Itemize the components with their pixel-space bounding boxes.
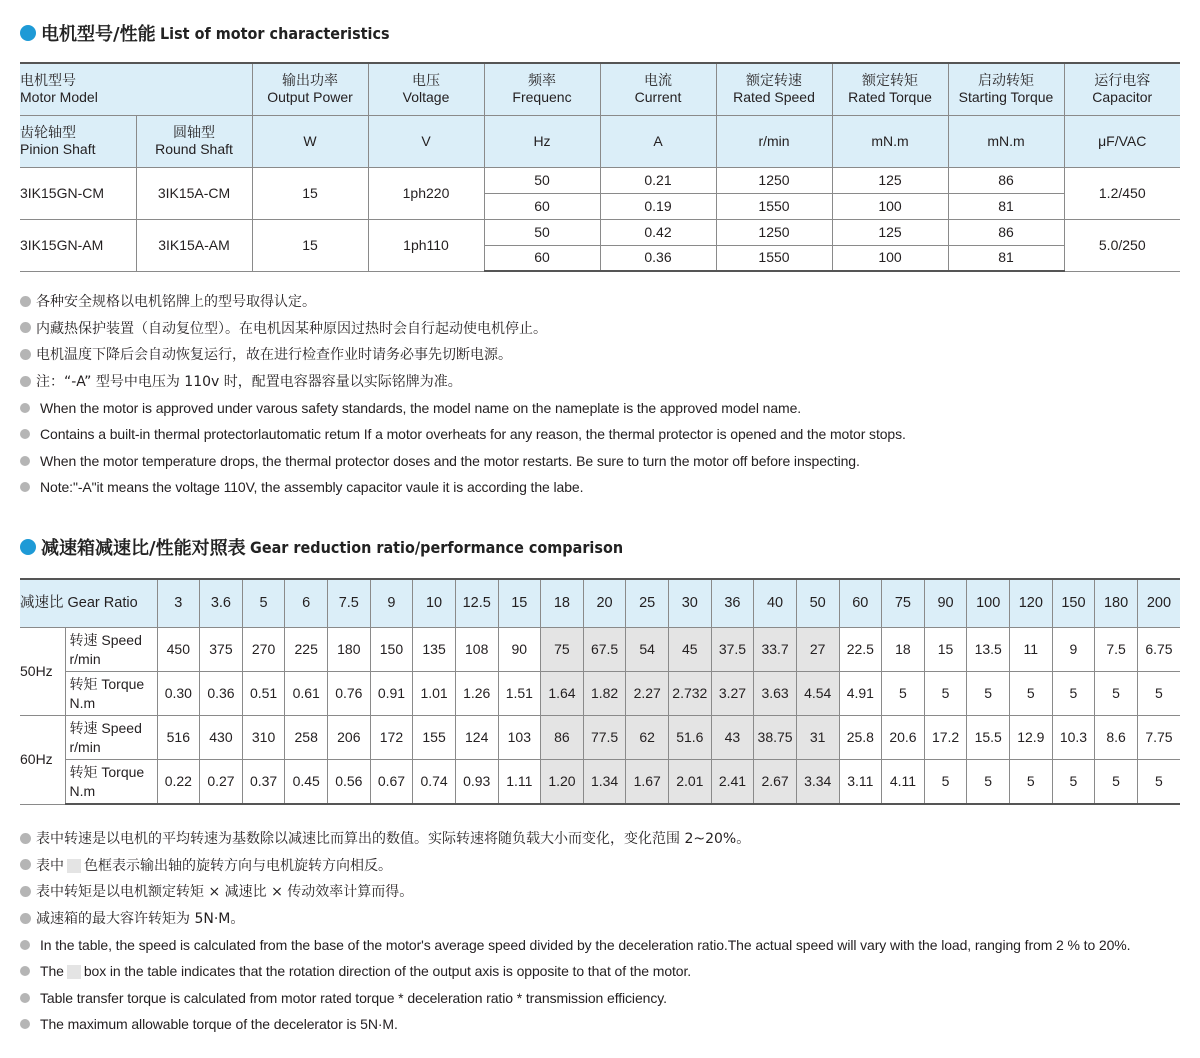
value-cell: 5 — [1010, 760, 1053, 805]
ratio-header-cell: 36 — [711, 579, 754, 628]
row-label-unit: r/min — [69, 650, 101, 667]
value-cell: 7.5 — [1095, 628, 1138, 672]
value-cell: 225 — [285, 628, 328, 672]
unit-speed: r/min — [716, 115, 832, 167]
note-text: When the motor is approved under varous safety standards, the model name on the nameplate is the approved model name. — [40, 399, 802, 416]
section-title-zh: 电机型号/性能 — [41, 24, 156, 45]
section-title-gear — [20, 534, 664, 560]
value-cell: 10.3 — [1052, 716, 1095, 760]
freq-value: 60 — [484, 193, 600, 219]
bullet-dot-icon — [20, 456, 30, 466]
note-item — [20, 852, 1130, 879]
section-title-en: List of motor characteristics — [159, 23, 390, 43]
ratio-header-cell: 3 — [157, 579, 200, 628]
speed-value: 1550 — [716, 193, 832, 219]
value-cell: 67.5 — [583, 628, 626, 672]
note-text-pre: 表中 — [36, 857, 64, 874]
note-text: 内藏热保护装置（自动复位型）。在电机因某种原因过热时会自行起动使电机停止。 — [36, 320, 547, 337]
row-label-unit: r/min — [69, 738, 101, 755]
bullet-dot-icon — [20, 859, 31, 870]
notes-list-motor — [20, 288, 906, 501]
value-cell: 13.5 — [967, 628, 1010, 672]
shaded-box-icon — [67, 965, 81, 979]
row-label-main: 转矩 Torque — [69, 676, 145, 693]
value-cell: 5 — [967, 672, 1010, 716]
note-text: The maximum allowable torque of the decelerator is 5N·M. — [40, 1016, 398, 1033]
ratio-header-cell: 25 — [626, 579, 669, 628]
row-label-main: 转速 Speed — [69, 720, 142, 737]
value-cell: 15.5 — [967, 716, 1010, 760]
value-cell: 86 — [541, 716, 584, 760]
value-cell: 375 — [200, 628, 243, 672]
row-label-main: 转速 Speed — [69, 632, 142, 649]
value-cell: 4.11 — [882, 760, 925, 805]
row-label-unit: N.m — [69, 782, 96, 799]
model-round: 3IK15A-AM — [136, 219, 252, 271]
value-cell: 8.6 — [1095, 716, 1138, 760]
value-cell: 37.5 — [711, 628, 754, 672]
value-cell: 0.37 — [242, 760, 285, 805]
value-cell: 258 — [285, 716, 328, 760]
ratio-header-cell: 10 — [413, 579, 456, 628]
value-cell: 2.732 — [669, 672, 712, 716]
value-cell: 103 — [498, 716, 541, 760]
value-cell: 43 — [711, 716, 754, 760]
freq-value: 50 — [484, 167, 600, 193]
value-cell: 45 — [669, 628, 712, 672]
unit-current: A — [600, 115, 716, 167]
freq-value: 60 — [484, 245, 600, 271]
speed-value: 1250 — [716, 167, 832, 193]
bullet-dot-icon — [20, 403, 30, 413]
bullet-dot-icon — [20, 886, 31, 897]
value-cell: 3.11 — [839, 760, 882, 805]
note-item — [20, 958, 1130, 985]
ratio-header-cell: 60 — [839, 579, 882, 628]
value-cell: 150 — [370, 628, 413, 672]
value-cell: 0.93 — [455, 760, 498, 805]
value-cell: 5 — [967, 760, 1010, 805]
value-cell: 77.5 — [583, 716, 626, 760]
value-cell: 11 — [1010, 628, 1053, 672]
frequency-group-label: 50Hz — [20, 628, 65, 716]
unit-power: W — [252, 115, 368, 167]
note-text: Table transfer torque is calculated from motor rated torque * deceleration ratio * transmission efficiency. — [40, 989, 667, 1006]
value-cell: 0.76 — [328, 672, 371, 716]
value-cell: 172 — [370, 716, 413, 760]
header-capacitor: 运行电容 Capacitor — [1064, 63, 1180, 115]
value-cell: 2.27 — [626, 672, 669, 716]
unit-capacitor: μF/VAC — [1064, 115, 1180, 167]
value-cell: 5 — [1137, 760, 1180, 805]
unit-voltage: V — [368, 115, 484, 167]
value-cell: 51.6 — [669, 716, 712, 760]
capacitor-value: 1.2/450 — [1064, 167, 1180, 219]
value-cell: 5 — [1095, 760, 1138, 805]
header-round-shaft: 圆轴型 Round Shaft — [136, 115, 252, 167]
note-text: Note:"-A"it means the voltage 110V, the assembly capacitor vaule it is according the labe. — [40, 479, 584, 496]
power-value: 15 — [252, 219, 368, 271]
value-cell: 135 — [413, 628, 456, 672]
bullet-dot-icon — [20, 913, 31, 924]
note-item — [20, 394, 906, 421]
gear-ratio-table — [20, 578, 1180, 805]
value-cell: 0.27 — [200, 760, 243, 805]
value-cell: 1.34 — [583, 760, 626, 805]
value-cell: 2.41 — [711, 760, 754, 805]
shaded-box-icon — [67, 859, 81, 873]
note-item — [20, 288, 906, 315]
value-cell: 270 — [242, 628, 285, 672]
ratio-header-cell: 6 — [285, 579, 328, 628]
ratio-header-cell: 20 — [583, 579, 626, 628]
note-item — [20, 474, 906, 501]
header-rated-torque: 额定转矩 Rated Torque — [832, 63, 948, 115]
value-cell: 206 — [328, 716, 371, 760]
value-cell: 0.91 — [370, 672, 413, 716]
value-cell: 0.56 — [328, 760, 371, 805]
value-cell: 0.30 — [157, 672, 200, 716]
torque-value: 100 — [832, 245, 948, 271]
freq-value: 50 — [484, 219, 600, 245]
start-torque-value: 81 — [948, 193, 1064, 219]
value-cell: 6.75 — [1137, 628, 1180, 672]
ratio-header-cell: 7.5 — [328, 579, 371, 628]
value-cell: 20.6 — [882, 716, 925, 760]
unit-frequency: Hz — [484, 115, 600, 167]
value-cell: 430 — [200, 716, 243, 760]
header-output-power: 输出功率 Output Power — [252, 63, 368, 115]
value-cell: 0.36 — [200, 672, 243, 716]
note-text: 注：“-A” 型号中电压为 110v 时，配置电容器容量以实际铭牌为准。 — [36, 374, 462, 391]
ratio-header-cell: 75 — [882, 579, 925, 628]
table-row — [20, 760, 1180, 805]
value-cell: 18 — [882, 628, 925, 672]
frequency-group-label: 60Hz — [20, 716, 65, 805]
note-item — [20, 421, 906, 448]
current-value: 0.21 — [600, 167, 716, 193]
ratio-header-cell: 100 — [967, 579, 1010, 628]
bullet-dot-icon — [20, 25, 36, 41]
value-cell: 0.51 — [242, 672, 285, 716]
bullet-dot-icon — [20, 966, 30, 976]
value-cell: 7.75 — [1137, 716, 1180, 760]
ratio-header-cell: 40 — [754, 579, 797, 628]
model-pinion: 3IK15GN-AM — [20, 219, 136, 271]
row-label — [65, 672, 157, 716]
table-row — [20, 167, 1180, 193]
bullet-dot-icon — [20, 376, 31, 387]
header-frequency: 频率 Frequenc — [484, 63, 600, 115]
note-item — [20, 448, 906, 475]
ratio-header-cell: 3.6 — [200, 579, 243, 628]
note-item — [20, 1011, 1130, 1038]
model-round: 3IK15A-CM — [136, 167, 252, 219]
value-cell: 0.45 — [285, 760, 328, 805]
note-text: 表中转速是以电机的平均转速为基数除以减速比而算出的数值。实际转速将随负载大小而变化，变化范围 2~20%。 — [36, 831, 751, 848]
value-cell: 25.8 — [839, 716, 882, 760]
value-cell: 4.54 — [796, 672, 839, 716]
value-cell: 1.01 — [413, 672, 456, 716]
motor-characteristics-table — [20, 62, 1180, 272]
value-cell: 124 — [455, 716, 498, 760]
row-label-unit: N.m — [69, 694, 96, 711]
value-cell: 31 — [796, 716, 839, 760]
table-header-row — [20, 579, 1180, 628]
current-value: 0.42 — [600, 219, 716, 245]
value-cell: 310 — [242, 716, 285, 760]
torque-value: 125 — [832, 167, 948, 193]
value-cell: 5 — [1095, 672, 1138, 716]
bullet-dot-icon — [20, 322, 31, 333]
header-voltage: 电压 Voltage — [368, 63, 484, 115]
voltage-value: 1ph220 — [368, 167, 484, 219]
value-cell: 1.20 — [541, 760, 584, 805]
value-cell: 75 — [541, 628, 584, 672]
value-cell: 2.67 — [754, 760, 797, 805]
value-cell: 15 — [924, 628, 967, 672]
power-value: 15 — [252, 167, 368, 219]
header-current: 电流 Current — [600, 63, 716, 115]
bullet-dot-icon — [20, 993, 30, 1003]
value-cell: 0.74 — [413, 760, 456, 805]
ratio-header-cell: 9 — [370, 579, 413, 628]
header-pinion-shaft: 齿轮轴型 Pinion Shaft — [20, 115, 136, 167]
value-cell: 0.61 — [285, 672, 328, 716]
value-cell: 5 — [882, 672, 925, 716]
value-cell: 90 — [498, 628, 541, 672]
note-text — [36, 855, 392, 875]
current-value: 0.36 — [600, 245, 716, 271]
ratio-header-cell: 90 — [924, 579, 967, 628]
bullet-dot-icon — [20, 833, 31, 844]
note-text — [40, 963, 691, 979]
speed-value: 1250 — [716, 219, 832, 245]
notes-list-gear — [20, 825, 1130, 1038]
note-text: 减速箱的最大容许转矩为 5N·M。 — [36, 911, 245, 928]
start-torque-value: 81 — [948, 245, 1064, 271]
unit-torque: mN.m — [832, 115, 948, 167]
ratio-header-cell: 150 — [1052, 579, 1095, 628]
note-item — [20, 825, 1130, 852]
table-row — [20, 672, 1180, 716]
value-cell: 54 — [626, 628, 669, 672]
ratio-header-cell: 180 — [1095, 579, 1138, 628]
speed-value: 1550 — [716, 245, 832, 271]
note-text: 表中转矩是以电机额定转矩 × 减速比 × 传动效率计算而得。 — [36, 884, 414, 901]
table-row — [20, 628, 1180, 672]
header-rated-speed: 额定转速 Rated Speed — [716, 63, 832, 115]
note-item — [20, 905, 1130, 932]
value-cell: 3.27 — [711, 672, 754, 716]
start-torque-value: 86 — [948, 219, 1064, 245]
bullet-dot-icon — [20, 349, 31, 360]
section-title-zh: 减速箱减速比/性能对照表 — [41, 538, 246, 559]
note-text: Contains a built-in thermal protectorlautomatic retum If a motor overheats for any reason, the thermal protector is opened and the motor stops. — [40, 426, 906, 443]
ratio-header-cell: 120 — [1010, 579, 1053, 628]
value-cell: 5 — [1010, 672, 1053, 716]
voltage-value: 1ph110 — [368, 219, 484, 271]
value-cell: 62 — [626, 716, 669, 760]
bullet-dot-icon — [20, 296, 31, 307]
gear-ratio-label: 减速比 Gear Ratio — [20, 579, 157, 628]
value-cell: 4.91 — [839, 672, 882, 716]
value-cell: 5 — [1137, 672, 1180, 716]
value-cell: 5 — [1052, 760, 1095, 805]
value-cell: 1.64 — [541, 672, 584, 716]
value-cell: 5 — [924, 672, 967, 716]
current-value: 0.19 — [600, 193, 716, 219]
value-cell: 1.26 — [455, 672, 498, 716]
value-cell: 180 — [328, 628, 371, 672]
note-text: In the table, the speed is calculated from the base of the motor's average speed divided by the deceleration ratio.The actual speed will vary with the load, ranging from 2 % to 20%. — [40, 936, 1131, 953]
value-cell: 22.5 — [839, 628, 882, 672]
value-cell: 450 — [157, 628, 200, 672]
note-text: 电机温度下降后会自动恢复运行，故在进行检查作业时请务必事先切断电源。 — [36, 347, 512, 364]
note-item — [20, 368, 906, 395]
start-torque-value: 86 — [948, 167, 1064, 193]
value-cell: 1.67 — [626, 760, 669, 805]
ratio-header-cell: 50 — [796, 579, 839, 628]
note-text: When the motor temperature drops, the thermal protector doses and the motor restarts. Be sure to turn the motor off before inspecting. — [40, 452, 860, 469]
value-cell: 3.63 — [754, 672, 797, 716]
ratio-header-cell: 200 — [1137, 579, 1180, 628]
note-item — [20, 931, 1130, 958]
bullet-dot-icon — [20, 940, 30, 950]
row-label — [65, 628, 157, 672]
value-cell: 33.7 — [754, 628, 797, 672]
capacitor-value: 5.0/250 — [1064, 219, 1180, 271]
note-text-post: 色框表示输出轴的旋转方向与电机旋转方向相反。 — [84, 857, 392, 874]
value-cell: 155 — [413, 716, 456, 760]
value-cell: 38.75 — [754, 716, 797, 760]
note-item — [20, 985, 1130, 1012]
torque-value: 125 — [832, 219, 948, 245]
ratio-header-cell: 12.5 — [455, 579, 498, 628]
value-cell: 0.22 — [157, 760, 200, 805]
value-cell: 17.2 — [924, 716, 967, 760]
value-cell: 5 — [1052, 672, 1095, 716]
value-cell: 9 — [1052, 628, 1095, 672]
table-row — [20, 716, 1180, 760]
note-item — [20, 878, 1130, 905]
note-text-post: box in the table indicates that the rotation direction of the output axis is opposite to that of the motor. — [83, 963, 692, 980]
note-item — [20, 315, 906, 342]
unit-starting-torque: mN.m — [948, 115, 1064, 167]
value-cell: 2.01 — [669, 760, 712, 805]
note-text: 各种安全规格以电机铭牌上的型号取得认定。 — [36, 294, 316, 311]
bullet-dot-icon — [20, 539, 36, 555]
bullet-dot-icon — [20, 429, 30, 439]
value-cell: 3.34 — [796, 760, 839, 805]
ratio-header-cell: 5 — [242, 579, 285, 628]
bullet-dot-icon — [20, 482, 30, 492]
row-label — [65, 716, 157, 760]
header-starting-torque: 启动转矩 Starting Torque — [948, 63, 1064, 115]
note-item — [20, 341, 906, 368]
torque-value: 100 — [832, 193, 948, 219]
note-text-pre: The — [40, 963, 64, 980]
ratio-header-cell: 18 — [541, 579, 584, 628]
value-cell: 516 — [157, 716, 200, 760]
table-row — [20, 219, 1180, 245]
model-pinion: 3IK15GN-CM — [20, 167, 136, 219]
value-cell: 1.11 — [498, 760, 541, 805]
section-title-motor — [20, 20, 415, 46]
ratio-header-cell: 15 — [498, 579, 541, 628]
value-cell: 1.82 — [583, 672, 626, 716]
value-cell: 5 — [924, 760, 967, 805]
section-title-en: Gear reduction ratio/performance comparison — [249, 537, 623, 557]
value-cell: 12.9 — [1010, 716, 1053, 760]
row-label — [65, 760, 157, 805]
value-cell: 108 — [455, 628, 498, 672]
value-cell: 1.51 — [498, 672, 541, 716]
header-motor-model: 电机型号 Motor Model — [20, 63, 252, 115]
value-cell: 27 — [796, 628, 839, 672]
value-cell: 0.67 — [370, 760, 413, 805]
bullet-dot-icon — [20, 1019, 30, 1029]
ratio-header-cell: 30 — [669, 579, 712, 628]
row-label-main: 转矩 Torque — [69, 764, 145, 781]
